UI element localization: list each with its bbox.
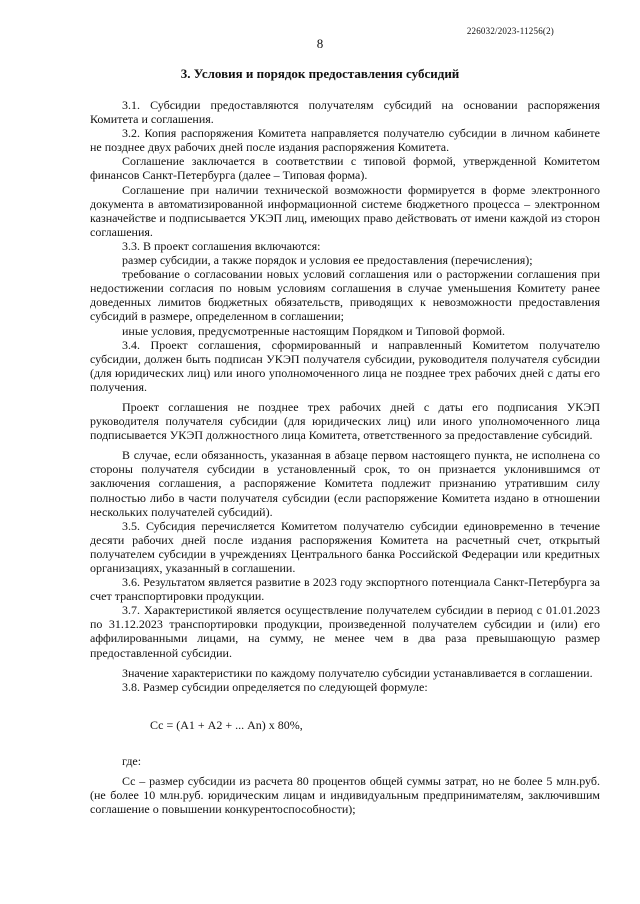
page-number: 8 (316, 36, 324, 51)
paragraph-agreement-form: Соглашение заключается в соответствии с типовой формой, утвержденной Комитетом финансов Санкт-Петербурга (далее – Типовая форма). (90, 154, 600, 183)
paragraph-3-8: 3.8. Размер субсидии определяется по следующей формуле: (122, 679, 428, 694)
paragraph-3-3: 3.3. В проект соглашения включаются: (122, 238, 321, 253)
paragraph-3-1: 3.1. Субсидии предоставляются получателям субсидий на основании распоряжения Комитета и соглашения. (90, 98, 600, 127)
where-label: где: (122, 753, 142, 768)
paragraph-evasion: В случае, если обязанность, указанная в абзаце первом настоящего пункта, не исполнена со стороны получателя субсидии в установленный срок, то он признается уклонившимся от заключения соглашения, а распоряжение Комитета подлежит признанию утратившим силу полностью либо в части получателя субсидии (если распоряжение Комитета издано в отношении нескольких получателей субсидий). (90, 448, 600, 519)
formula-definition: Сс – размер субсидии из расчета 80 процентов общей суммы затрат, но не более 5 млн.руб. (не более 10 млн.руб. юридическим лицам и индивидуальным предпринимателям, заключившим соглашение о повышении конкурентоспособности); (90, 774, 600, 817)
paragraph-3-6: 3.6. Результатом является развитие в 2023 году экспортного потенциала Санкт-Петербурга за счет транспортировки продукции. (90, 575, 600, 604)
paragraph-3-2: 3.2. Копия распоряжения Комитета направляется получателю субсидии в личном кабинете не позднее двух рабочих дней после издания распоряжения Комитета. (90, 126, 600, 155)
paragraph-3-7: 3.7. Характеристикой является осуществление получателем субсидии в период с 01.01.2023 по 31.12.2023 транспортировки продукции, произведенной получателем субсидии и (или) его аффилированными лицами, на сумму, не менее чем в два раза превышающую размер предоставленной субсидии. (90, 603, 600, 660)
subsidy-formula: Сс = (А1 + А2 + ... Аn) х 80%, (150, 717, 303, 732)
section-title: 3. Условия и порядок предоставления субсидий (180, 66, 460, 81)
list-item: иные условия, предусмотренные настоящим Порядком и Типовой формой. (122, 323, 506, 338)
list-item: размер субсидии, а также порядок и условия ее предоставления (перечисления); (122, 253, 533, 268)
paragraph-3-4: 3.4. Проект соглашения, сформированный и направленный Комитетом получателю субсидии, должен быть подписан УКЭП получателя субсидии, руководителя получателя субсидии (для юридических лиц) или иного уполномоченного лица не позднее трех рабочих дней с даты его получения. (90, 337, 600, 394)
paragraph-3-5: 3.5. Субсидия перечисляется Комитетом получателю субсидии единовременно в течение десяти рабочих дней после издания распоряжения Комитета на расчетный счет, открытый получателем субсидии в учреждениях Центрального банка Российской Федерации или кредитных организациях, указанный в соглашении. (90, 518, 600, 575)
paragraph-signing: Проект соглашения не позднее трех рабочих дней с даты его подписания УКЭП руководителя получателя субсидии (для юридических лиц) или иного уполномоченного лица подписывается УКЭП должностного лица Комитета, ответственного за предоставление субсидий. (90, 399, 600, 443)
document-body (90, 98, 600, 816)
document-number: 226032/2023-11256(2) (466, 26, 554, 36)
paragraph-characteristic-value: Значение характеристики по каждому получателю субсидии устанавливается в соглашении. (122, 665, 593, 680)
list-item: требование о согласовании новых условий соглашения или о расторжении соглашения при недостижении согласия по новым условиям соглашения в случае уменьшения Комитету ранее доведенных лимитов бюджетных обязательств, приводящих к невозможности предоставления субсидий в размере, определенном в соглашении; (90, 267, 600, 324)
paragraph-agreement-electronic: Соглашение при наличии технической возможности формируется в форме электронного документа в автоматизированной информационной системе бюджетного процесса – электронном казначействе и подписывается УКЭП лиц, имеющих право действовать от имени каждой из сторон соглашения. (90, 182, 600, 239)
